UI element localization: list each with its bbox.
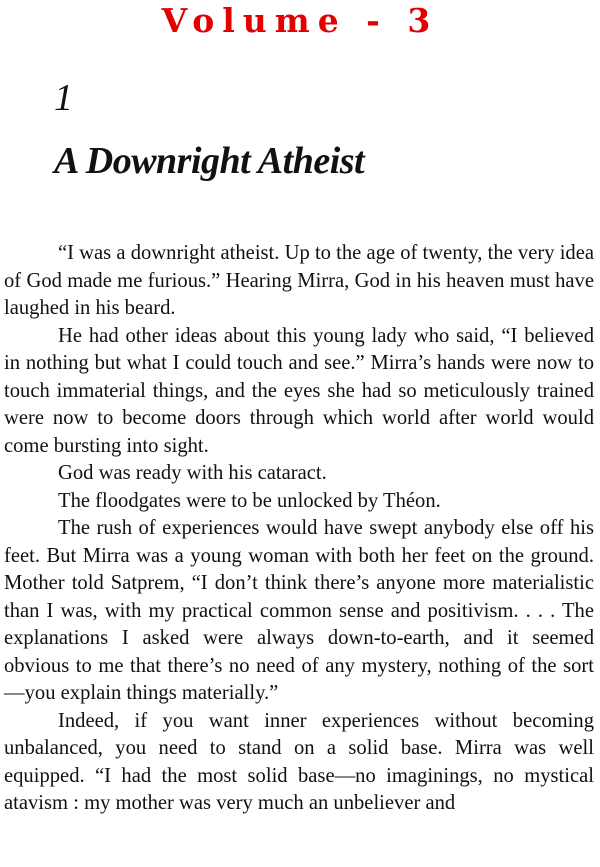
volume-title: Volume - 3 bbox=[161, 1, 439, 40]
paragraph: “I was a downright atheist. Up to the age of twenty, the very idea of God made me furious.” Hearing Mirra, God in his heaven must have laughed in his beard. bbox=[4, 242, 594, 319]
chapter-title: A Downright Atheist bbox=[54, 140, 365, 182]
paragraph: He had other ideas about this young lady who said, “I believed in nothing but what I could touch and see.” Mirra’s hands were now to touch immaterial things, and the eyes she had so meticulously trained were now to become doors through which world after world would come bursting into sight. bbox=[4, 324, 594, 457]
paragraph: God was ready with his cataract. bbox=[58, 462, 327, 484]
paragraph: The rush of experiences would have swept anybody else off his feet. But Mirra was a young woman with both her feet on the ground. Mother told Satprem, “I don’t think there’s anyone more materialistic than I was, with my practical common sense and positivism. . . . The explanations I asked were always down-to-earth, and it seemed obvious to me that there’s no need of any mystery, nothing of the sort—you explain things materially.” bbox=[4, 517, 594, 704]
chapter-number: 1 bbox=[54, 77, 73, 119]
chapter-body bbox=[4, 240, 594, 818]
paragraph: The floodgates were to be unlocked by Théon. bbox=[58, 489, 441, 512]
paragraph: Indeed, if you want inner experiences without becoming unbalanced, you need to stand on a solid base. Mirra was well equipped. “I had the most solid base—no imaginings, no mystical atavism : my mother was very much an unbeliever and bbox=[4, 709, 594, 814]
